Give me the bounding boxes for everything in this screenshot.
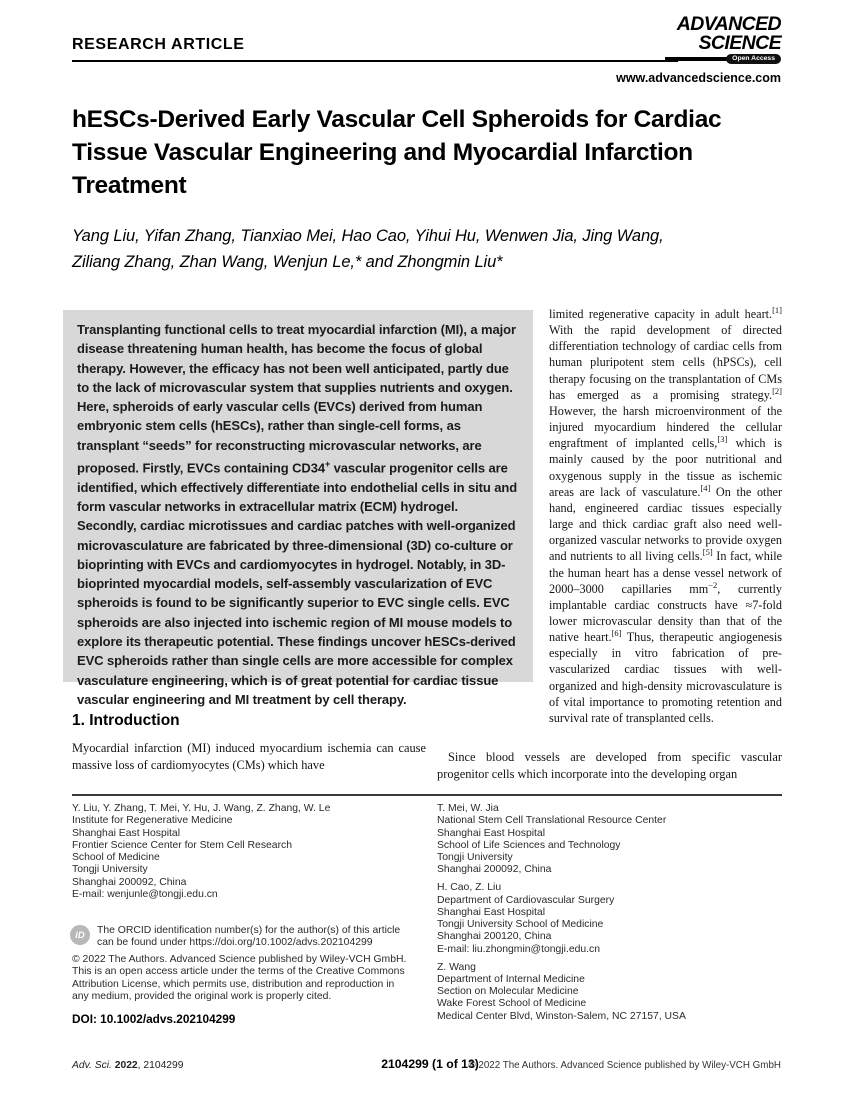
header-divider — [72, 60, 678, 62]
open-access-badge: Open Access — [726, 54, 781, 64]
author-list-line: Yang Liu, Yifan Zhang, Tianxiao Mei, Hao Cao, Yihui Hu, Wenwen Jia, Jing Wang, — [72, 227, 664, 245]
article-type-label: RESEARCH ARTICLE — [72, 36, 245, 53]
affiliation-line: H. Cao, Z. Liu — [437, 882, 502, 894]
copyright-line: © 2022 The Authors. Advanced Science published by Wiley-VCH GmbH. — [72, 954, 407, 965]
intro-paragraph-right: Since blood vessels are developed from specific vascular progenitor cells which incorporate into the developing organ — [437, 750, 782, 782]
affiliation-line: Department of Cardiovascular Surgery — [437, 894, 615, 906]
journal-website-link[interactable]: www.advancedscience.com — [616, 71, 781, 85]
intro-paragraph-left: Myocardial infarction (MI) induced myocardium ischemia can cause massive loss of cardiomyocytes (CMs) which have — [72, 741, 426, 773]
paper-title — [72, 103, 721, 202]
paper-title-line: Tissue Vascular Engineering and Myocardial Infarction — [72, 139, 693, 166]
affiliation-line: Z. Wang — [437, 961, 476, 973]
affiliation-line: Shanghai East Hospital — [72, 827, 181, 839]
email-link[interactable]: E-mail: liu.zhongmin@tongji.edu.cn — [437, 943, 601, 955]
footer-article-number: , 2104299 — [137, 1060, 184, 1071]
logo-bar — [665, 54, 781, 64]
copyright-line: This is an open access article under the terms of the Creative Commons — [72, 966, 405, 978]
logo-bar-rule — [665, 57, 727, 61]
affiliation-line: Tongji University — [437, 852, 513, 864]
footnote-divider — [72, 794, 782, 796]
orcid-note-line: The ORCID identification number(s) for the author(s) of this article — [97, 925, 401, 936]
orcid-doi-link[interactable]: can be found under https://doi.org/10.1002/advs.202104299 — [97, 937, 373, 949]
affiliation-line: School of Life Sciences and Technology — [437, 839, 621, 851]
affiliation-line: Wake Forest School of Medicine — [437, 998, 587, 1010]
affiliation-line: Tongji University School of Medicine — [437, 919, 604, 931]
orcid-note — [70, 925, 450, 950]
affiliation-line: Institute for Regenerative Medicine — [72, 815, 233, 827]
email-link[interactable]: E-mail: wenjunle@tongji.edu.cn — [72, 889, 218, 901]
abstract-box — [63, 310, 533, 707]
affiliation-line: Tongji University — [72, 864, 148, 876]
affiliation-line: School of Medicine — [72, 852, 160, 864]
affiliation-line: Shanghai 200092, China — [437, 864, 552, 876]
affiliation-line: National Stem Cell Translational Resource Center — [437, 815, 667, 827]
paper-title-line: Treatment — [72, 172, 187, 199]
affiliation-group — [437, 962, 785, 1023]
journal-logo-line1: ADVANCED — [676, 13, 781, 35]
affiliation-line: Y. Liu, Y. Zhang, T. Mei, Y. Hu, J. Wang, Z. Zhang, W. Le — [72, 803, 331, 814]
body-column-right-narrow: limited regenerative capacity in adult heart.[1] With the rapid development of directed differentiation technology of cardiac cells from human pluripotent stem cells (hPSCs), cell therapy focusing on the transplantation of CMs has emerged as a promising strategy.[2] However, the harsh microenvironment of the injured myocardium hindered the cellular engraftment of implanted cells,[3] which is mainly caused by the poor nutritional and oxygenous supply in the tissue as ischemic areas are lack of vasculature.[4] On the other hand, engineered cardiac tissues especially large and thick cardiac graft also need well-organized vascular networks to provide oxygen and nutrients to all living cells.[5] In fact, while the human heart has a dense vessel network of 2000–3000 capillaries $mm^{-2}$, currently implantable cardiac constructs have ≈7-fold lower microvascular density than that of the native heart.[6] Thus, therapeutic angiogenesis especially in vitro fabrication of pre-vascularized cardiac tissues with well-organized and high-density microvasculature is of vital importance to promoting retention and survival rate of transplanted cells. — [549, 304, 783, 725]
affiliation-line: Department of Internal Medicine — [437, 973, 585, 985]
affiliation-line: T. Mei, W. Jia — [437, 803, 499, 814]
abstract-text: Transplanting functional cells to treat myocardial infarction (MI), a major disease threatening human health, has become the focus of global therapy. However, the efficacy has not been well anticipated, partly due to the lack of microvascular system that supplies nutrients and oxygen. Here, spheroids of early vascular cells (EVCs) derived from human embryonic stem cells (hESCs), rather than single-cell forms, as transplant “seeds” for reconstructing microvascular networks, are proposed. Firstly, EVCs containing CD34+ vascular progenitor cells are identified, which effectively differentiate into endothelial cells in situ and form vascular networks in extracellular matrix (ECM) hydrogel. Secondly, cardiac microtissues and cardiac patches with well-organized microvasculature are fabricated by three-dimensional (3D) co-culture or bioprinting with EVCs and cardiomyocytes in hydrogel. Notably, in 3D-bioprinted myocardial models, self-assembly vascularization of EVC spheroids is found to be significantly superior to EVC single cells. EVC spheroids are also injected into ischemic region of MI mouse models to explore its therapeutic potential. These findings uncover hESCs-derived EVC spheroids rather than single cells are more accessible for complex vasculature engineering, which is of great potential for cardiac tissue vascular engineering and MI treatment by cell therapy. — [77, 322, 518, 707]
author-list-line: Ziliang Zhang, Zhan Wang, Wenjun Le,* and Zhongmin Liu* — [72, 253, 503, 271]
copyright-line: any medium, provided the original work is properly cited. — [72, 990, 332, 1002]
paper-title-line: hESCs-Derived Early Vascular Cell Spheroids for Cardiac — [72, 106, 722, 133]
footer-journal-abbrev: Adv. Sci. — [72, 1060, 112, 1071]
footer-year: 2022 — [114, 1060, 138, 1071]
affiliation-block-right — [437, 803, 785, 1029]
affiliation-group — [437, 882, 785, 956]
affiliation-block-left — [72, 803, 432, 901]
doi-label: DOI: 10.1002/advs.202104299 — [72, 1012, 236, 1026]
affiliation-line: Shanghai 200092, China — [72, 876, 187, 888]
affiliation-line: Section on Molecular Medicine — [437, 986, 579, 998]
footer-page-info: 2104299 (1 of 13) — [381, 1057, 479, 1071]
footer-copyright: © 2022 The Authors. Advanced Science published by Wiley-VCH GmbH — [468, 1060, 781, 1071]
affiliation-line: Shanghai East Hospital — [437, 906, 546, 918]
affiliation-group — [437, 803, 785, 877]
footer-citation — [72, 1060, 183, 1071]
author-list — [72, 223, 664, 275]
copyright-note — [72, 954, 452, 1003]
journal-logo-line2: SCIENCE — [698, 31, 781, 54]
affiliation-line: Medical Center Blvd, Winston-Salem, NC 27157, USA — [437, 1010, 686, 1022]
copyright-line: Attribution License, which permits use, distribution and reproduction in — [72, 978, 395, 990]
affiliation-line: Frontier Science Center for Stem Cell Research — [72, 839, 293, 851]
affiliation-line: Shanghai 200120, China — [437, 931, 552, 943]
journal-logo — [665, 15, 781, 64]
orcid-icon: iD — [70, 925, 90, 945]
section-heading-introduction: 1. Introduction — [72, 712, 180, 729]
affiliation-line: Shanghai East Hospital — [437, 827, 546, 839]
